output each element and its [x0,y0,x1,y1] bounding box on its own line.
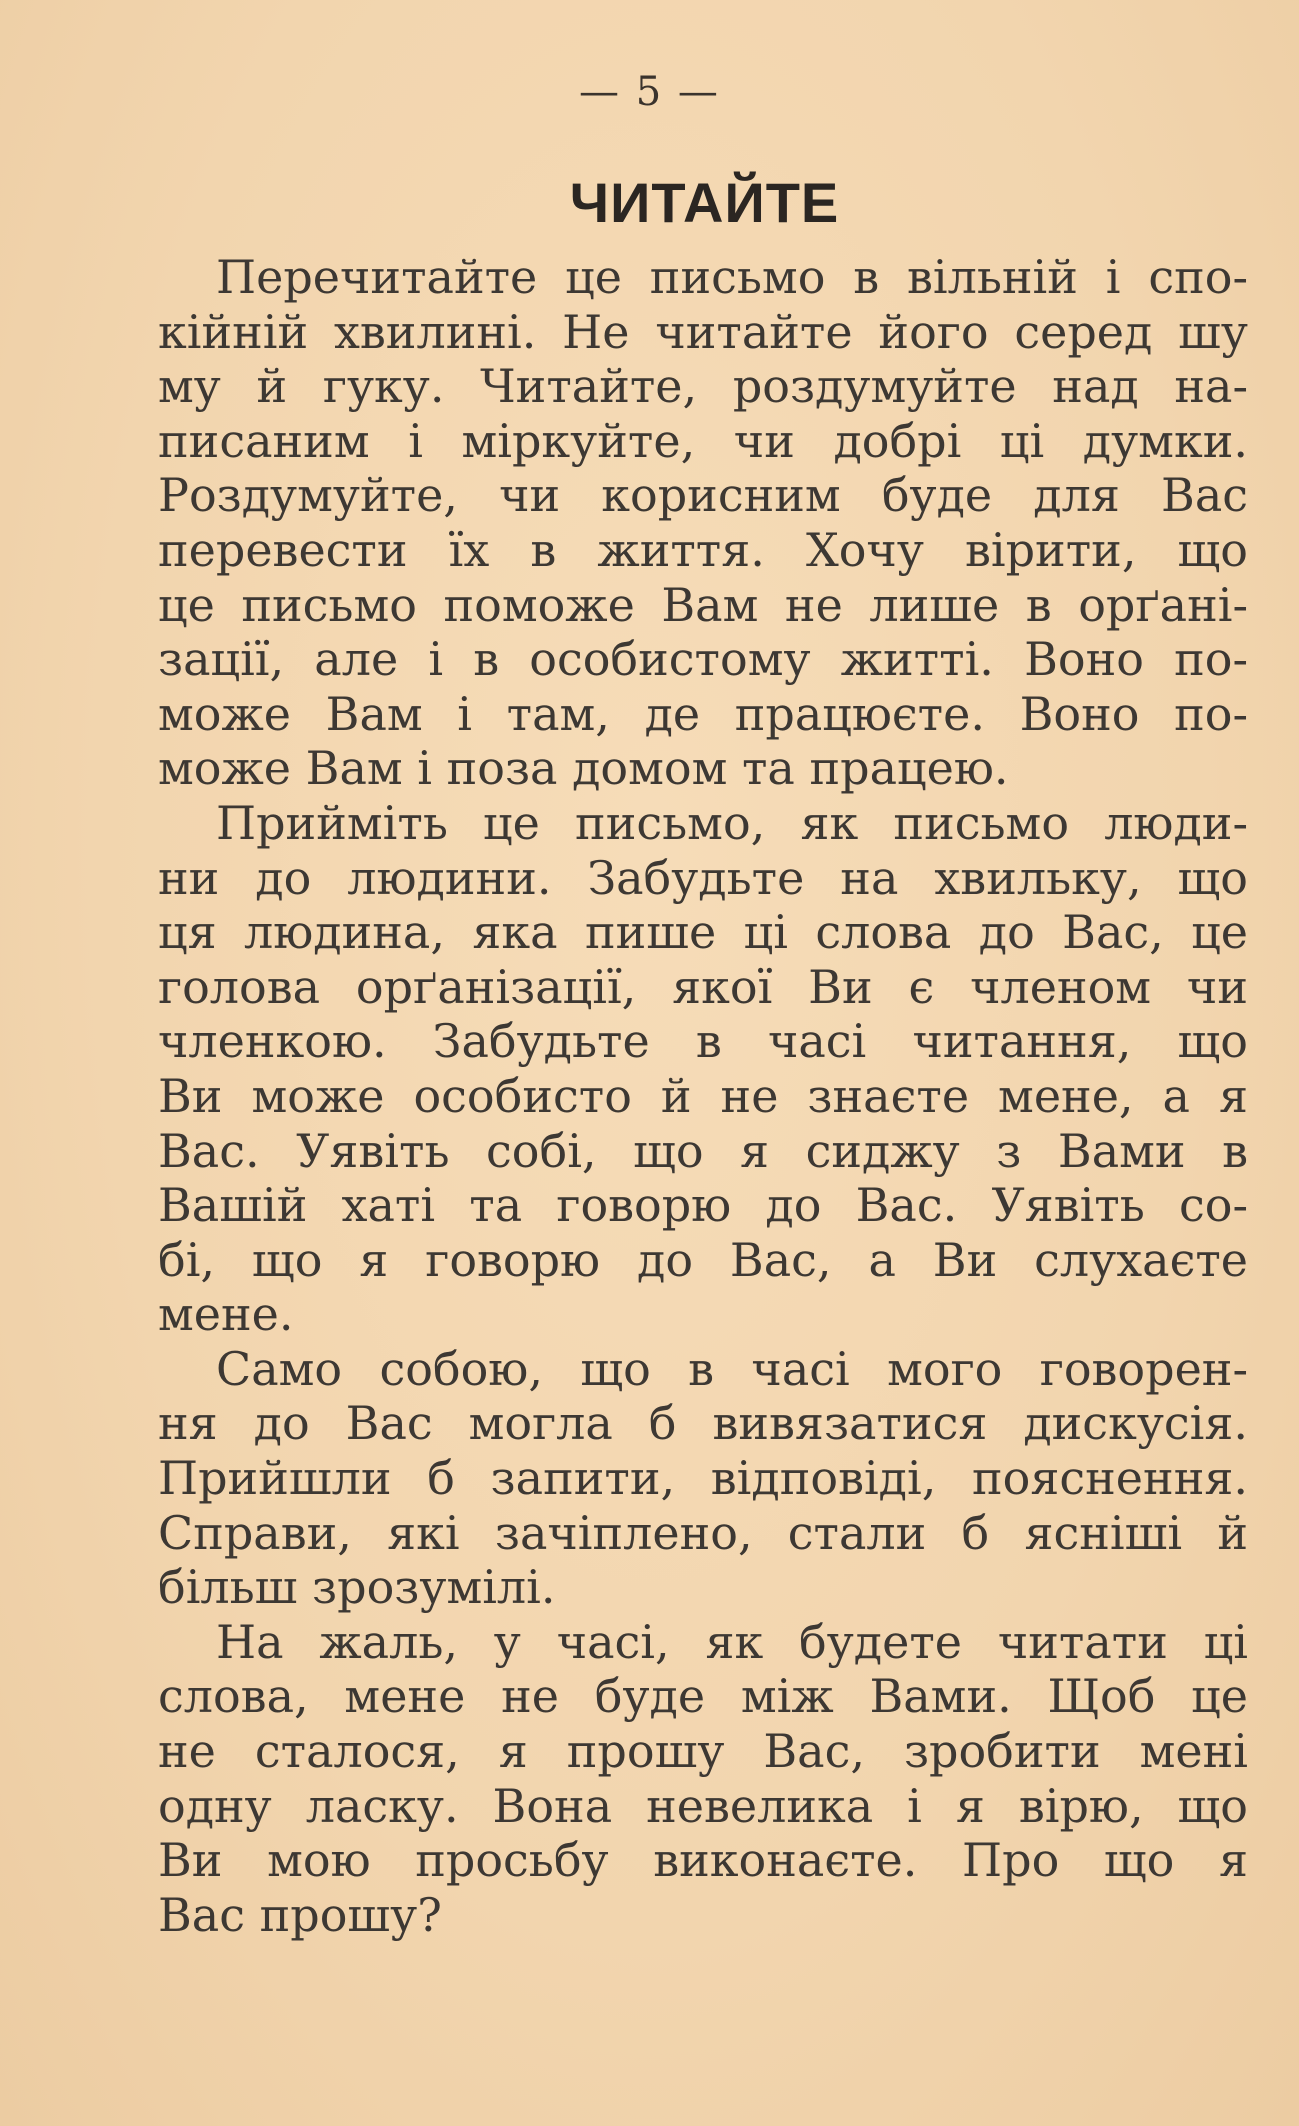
text-line: Ви може особисто й не знаєте мене, а я [158,1068,1248,1123]
text-line: більш зрозумілі. [158,1560,556,1615]
text-line: не сталося, я прошу Вас, зробити мені [158,1724,1248,1779]
text-line: ня до Вас могла б вивязатися дискусія. [158,1396,1248,1451]
text-line: зації, але і в особистому житті. Воно по- [158,632,1248,687]
text-line: Прийшли б запити, відповіді, пояснення. [158,1451,1248,1506]
text-line: членкою. Забудьте в часі читання, що [158,1014,1248,1069]
text-line: Само собою, що в часі мого говорен- [216,1341,1248,1396]
text-line: може Вам і там, де працюєте. Воно по- [158,686,1248,741]
text-line: бі, що я говорю до Вас, а Ви слухаєте [158,1232,1248,1287]
text-line: Справи, які зачіплено, стали б ясніші й [158,1505,1248,1560]
text-line: Роздумуйте, чи корисним буде для Вас [158,468,1248,523]
paragraph-2 [158,796,1248,1342]
text-line: мене. [158,1287,294,1342]
text-line: Прийміть це письмо, як письмо люди- [216,795,1248,850]
text-line: одну ласку. Вона невелика і я вірю, що [158,1778,1248,1833]
text-line: Ви мою просьбу виконаєте. Про що я [158,1833,1248,1888]
paragraph-3 [158,1342,1248,1615]
text-line: це письмо поможе Вам не лише в орґані- [158,577,1248,632]
text-line: писаним і міркуйте, чи добрі ці думки. [158,413,1248,468]
paragraph-1 [158,250,1248,796]
text-line: му й гуку. Читайте, роздумуйте над на- [158,359,1248,414]
text-line: слова, мене не буде між Вами. Щоб це [158,1669,1248,1724]
text-line: Вас. Уявіть собі, що я сиджу з Вами в [158,1123,1248,1178]
page-number: — 5 — [579,69,720,115]
paragraph-4 [158,1615,1248,1943]
text-line: Перечитайте це письмо в вільній і спо- [216,250,1248,304]
text-line: може Вам і поза домом та працею. [158,741,1009,796]
text-line: перевести їх в життя. Хочу вірити, що [158,522,1248,577]
body-text [158,250,1248,1942]
text-line: На жаль, у часі, як будете читати ці [216,1614,1248,1669]
text-line: голова орґанізації, якої Ви є членом чи [158,959,1248,1014]
text-line: Вас прошу? [158,1887,442,1942]
chapter-title: ЧИТАЙТЕ [569,171,840,234]
text-line: Вашій хаті та говорю до Вас. Уявіть со- [158,1178,1248,1233]
text-line: ни до людини. Забудьте на хвильку, що [158,850,1248,905]
text-line: кійній хвилині. Не читайте його серед шу [158,304,1248,359]
text-line: ця людина, яка пише ці слова до Вас, це [158,905,1248,960]
